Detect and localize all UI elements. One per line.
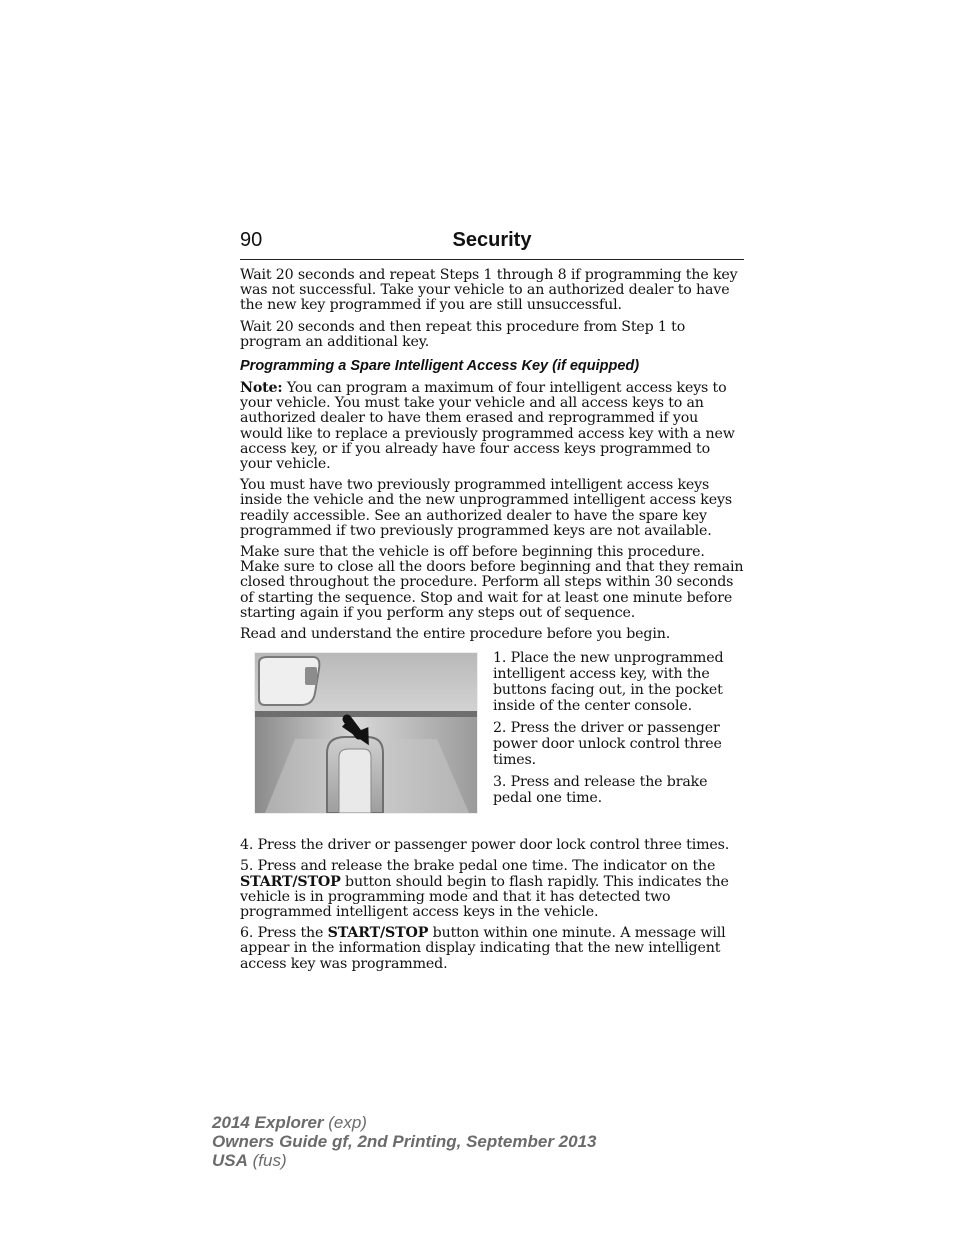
subheading-spare-key: Programming a Spare Intelligent Access Key (if equipped) [240,358,640,375]
figure-row [240,650,744,828]
section-title: Security [452,229,532,251]
page-header [240,229,744,260]
paragraph-requirements: You must have two previously programmed intelligent access keys inside the vehicle and the new unprogrammed intelligent access keys readily accessible. See an authorized dealer to have the spare key programmed if two previously programmed keys are not available. [240,477,732,539]
console-drawing [255,653,477,813]
page-content [240,268,744,978]
page-number: 90 [240,229,263,251]
footer-model-code: (exp) [323,1113,367,1132]
step-6-text-a: 6. Press the [240,925,328,942]
footer-model-line [212,1113,596,1132]
note-text: You can program a maximum of four intelligent access keys to your vehicle. You must take your vehicle and all access keys to an authorized dealer to have them erased and reprogrammed if you would like to replace a previously programmed access key with a new access key, or if you already have four access keys programmed to your vehicle. [240,380,735,473]
paragraph-procedure-rules: Make sure that the vehicle is off before beginning this procedure. Make sure to close all the doors before beginning and that they remain closed throughout the procedure. Perform all steps within 30 seconds of starting the sequence. Stop and wait for at least one minute before starting again if you perform any steps out of sequence. [240,544,744,621]
footer-model: 2014 Explorer [212,1113,324,1132]
step-5 [240,859,744,920]
step-5-text-a: 5. Press and release the brake pedal one time. The indicator on the [240,858,716,875]
step-3: 3. Press and release the brake pedal one time. [493,774,708,807]
step-2: 2. Press the driver or passenger power door unlock control three times. [493,720,722,769]
paragraph-read-first: Read and understand the entire procedure before you begin. [240,626,671,643]
step-5-text-b: button should begin to flash rapidly. This indicates the vehicle is in programming mode and that it has detected two programmed intelligent access keys in the vehicle. [240,873,729,921]
footer-region-code: (fus) [247,1151,287,1170]
center-console-illustration [254,652,478,814]
steps-beside-figure [493,650,745,812]
footer-region-line [212,1151,596,1170]
note-label: Note: [240,380,283,397]
step-4: 4. Press the driver or passenger power door lock control three times. [240,837,730,854]
page-footer [212,1113,596,1170]
footer-guide: Owners Guide gf, 2nd Printing, September 2013 [212,1132,597,1151]
step-1: 1. Place the new unprogrammed intelligent access key, with the buttons facing out, in the pocket inside of the center console. [493,650,724,715]
paragraph-additional-key: Wait 20 seconds and then repeat this procedure from Step 1 to program an additional key. [240,318,686,350]
step-6 [240,926,744,972]
start-stop-label: START/STOP [240,873,341,890]
note-paragraph [240,381,744,472]
start-stop-label: START/STOP [327,925,429,942]
paragraph-retry: Wait 20 seconds and repeat Steps 1 through 8 if programming the key was not successful. Take your vehicle to an authorized dealer to have the new key programmed if you are still unsuccessful. [240,267,738,314]
step-6-text-b: button within one minute. A message will appear in the information display indicating that the new intelligent access key was programmed. [240,925,726,972]
footer-region: USA [212,1151,248,1170]
